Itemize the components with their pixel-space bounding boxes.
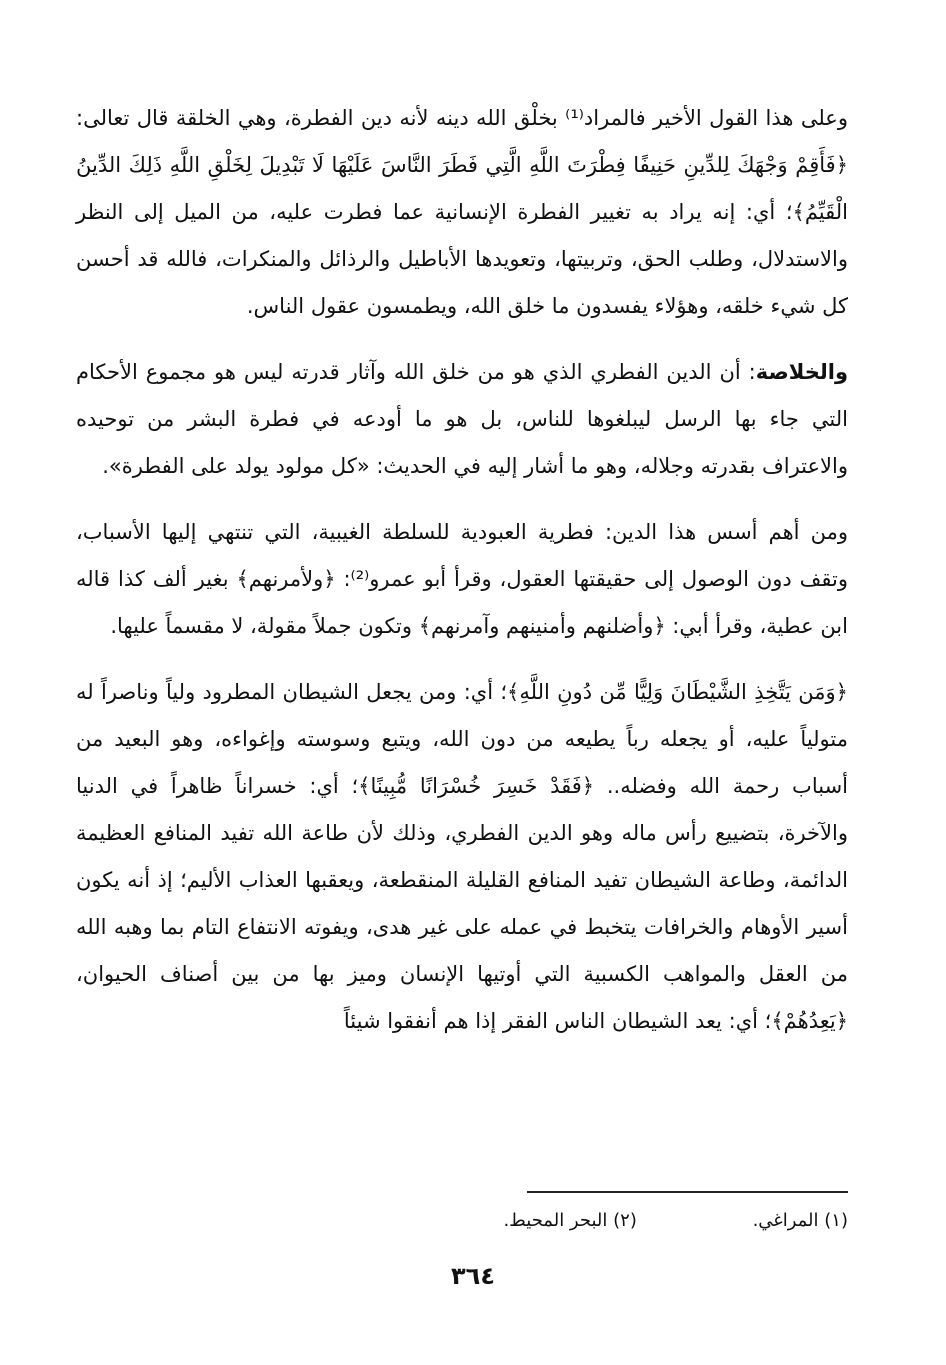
page-number: ٣٦٤	[451, 1262, 495, 1290]
paragraph-4-text: ﴿وَمَن يَتَّخِذِ الشَّيْطَانَ وَلِيًّا مِّن دُونِ اللَّهِ﴾؛ أي: ومن يجعل الشيطان المطرود ولياً وناصراً له متولياً عليه، أو يجعله رباً يطيعه من دون الله، ويتبع وسوسته وإغواءه، وهو البعيد من أسباب رحمة الله وفضله.. ﴿فَقَدْ خَسِرَ خُسْرَانًا مُّبِينًا﴾؛ أي: خسراناً ظاهراً في الدنيا والآخرة، بتضييع رأس ماله وهو الدين الفطري، وذلك لأن طاعة الله تفيد المنافع العظيمة الدائمة، وطاعة الشيطان تفيد المنافع القليلة المنقطعة، ويعقبها العذاب الأليم؛ إذ أنه يكون أسير الأوهام والخرافات يتخبط في عمله على غير هدى، ويفوته الانتفاع التام بما وهبه الله من العقل والمواهب الكسبية التي أوتيها الإنسان وميز بها من بين أصناف الحيوان، ﴿يَعِدُهُمْ﴾؛ أي: يعد الشيطان الناس الفقر إذا هم أنفقوا شيئاً	[76, 680, 848, 1033]
paragraph-1	[76, 95, 848, 330]
page-body	[76, 95, 848, 1064]
footnote-1: (١) المراغي.	[752, 1210, 848, 1231]
footnote-divider	[527, 1191, 848, 1193]
paragraph-4	[76, 669, 848, 1045]
paragraph-2-lead: والخلاصة	[755, 360, 848, 384]
footnotes	[76, 1206, 848, 1236]
paragraph-3-text: ومن أهم أسس هذا الدين: فطرية العبودية للسلطة الغيبية، التي تنتهي إليها الأسباب، وتقف دون الوصول إلى حقيقتها العقول، وقرأ أبو عمرو⁽²⁾: ﴿ولأمرنهم﴾ بغير ألف كذا قاله ابن عطية، وقرأ أبي: ﴿وأضلنهم وأمنينهم وآمرنهم﴾ وتكون جملاً مقولة، لا مقسماً عليها.	[76, 520, 848, 638]
paragraph-1-text: وعلى هذا القول الأخير فالمراد⁽¹⁾ بخلْق الله دينه لأنه دين الفطرة، وهي الخلقة قال تعالى: ﴿فَأَقِمْ وَجْهَكَ لِلدِّينِ حَنِيفًا فِطْرَتَ اللَّهِ الَّتِي فَطَرَ النَّاسَ عَلَيْهَا لَا تَبْدِيلَ لِخَلْقِ اللَّهِ ذَلِكَ الدِّينُ الْقَيِّمُ﴾؛ أي: إنه يراد به تغيير الفطرة الإنسانية عما فطرت عليه، من الميل إلى النظر والاستدلال، وطلب الحق، وتربيتها، وتعويدها الأباطيل والرذائل والمنكرات، فالله قد أحسن كل شيء خلقه، وهؤلاء يفسدون ما خلق الله، ويطمسون عقول الناس.	[76, 106, 848, 318]
paragraph-2	[76, 349, 848, 490]
footnote-2: (٢) البحر المحيط.	[503, 1210, 637, 1231]
paragraph-3	[76, 509, 848, 650]
paragraph-2-text: : أن الدين الفطري الذي هو من خلق الله وآثار قدرته ليس هو مجموع الأحكام التي جاء بها الرسل ليبلغوها للناس، بل هو ما أودعه في فطرة البشر من توحيده والاعتراف بقدرته وجلاله، وهو ما أشار إليه في الحديث: «كل مولود يولد على الفطرة».	[76, 360, 848, 478]
